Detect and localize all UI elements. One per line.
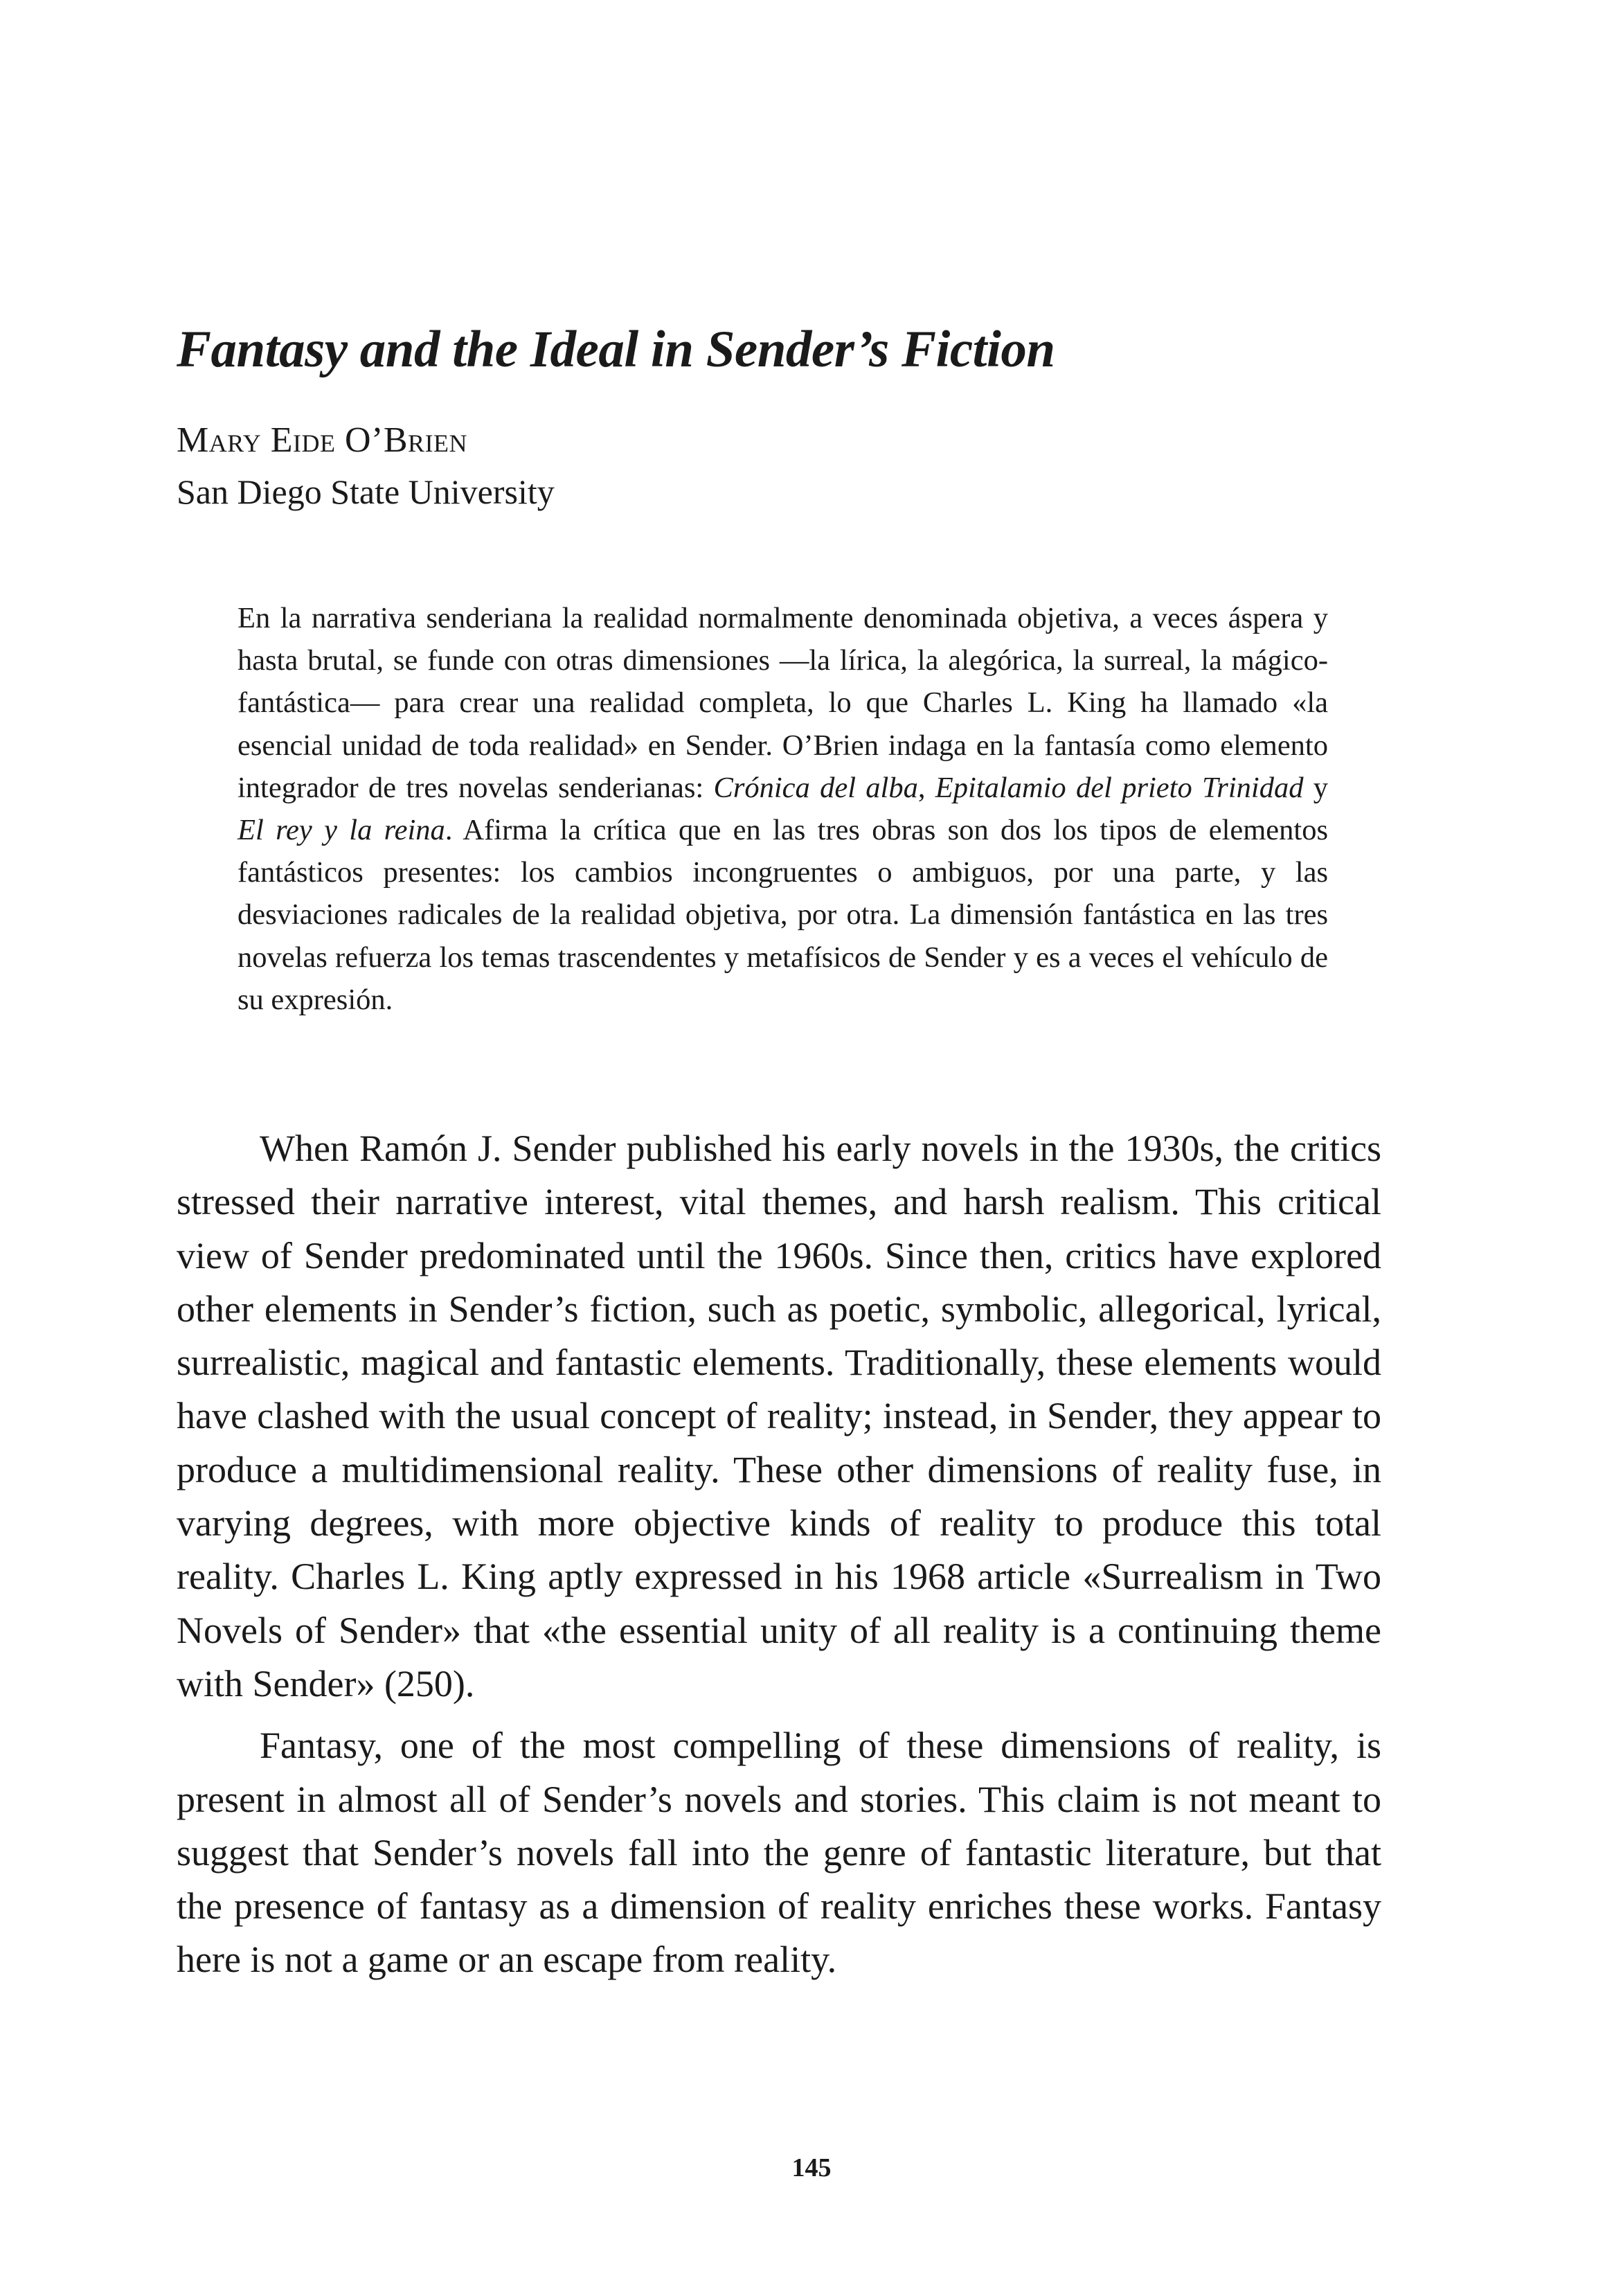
article-title: Fantasy and the Ideal in Sender’s Fiction <box>177 321 1055 378</box>
author-affiliation: San Diego State University <box>177 472 555 511</box>
body-text <box>177 1122 1381 1987</box>
abstract-text-after-titles: . Afirma la crítica que en las tres obras son dos los tipos de elementos fantásticos presentes: los cambios incongruentes o ambiguos, por una parte, y las desviaciones radicales de la realidad objetiva, por otra. La dimensión fantástica en las tres novelas refuerza los temas trascendentes y metafísicos de Sender y es a veces el vehículo de su expresión. <box>237 814 1329 1016</box>
abstract-separator-1: , <box>917 771 935 804</box>
abstract-novel-title-1: Crónica del alba <box>713 771 918 804</box>
abstract-novel-title-3: El rey y la reina <box>237 814 445 847</box>
abstract <box>237 597 1328 1021</box>
page-number: 145 <box>791 2153 832 2182</box>
abstract-separator-2: y <box>1303 771 1328 804</box>
abstract-text-before-titles: En la narrativa senderiana la realidad normalmente denominada objetiva, a veces áspera y hasta brutal, se funde con otras dimensiones —la lírica, la alegórica, la surreal, la mágico-fantástica— para crear una realidad completa, lo que Charles L. King ha llamado «la esencial unidad de toda realidad» en Sender. O’Brien indaga en la fantasía como elemento integrador de tres novelas senderianas: <box>237 602 1328 804</box>
body-paragraph-2: Fantasy, one of the most compelling of these dimensions of reality, is present in almost all of Sender’s novels and stories. This claim is not meant to suggest that Sender’s novels fall into the genre of fantastic literature, but that the presence of fantasy as a dimension of reality enriches these works. Fantasy here is not a game or an escape from reality. <box>177 1725 1381 1981</box>
body-paragraph-1: When Ramón J. Sender published his early novels in the 1930s, the critics stressed their narrative interest, vital themes, and harsh realism. This critical view of Sender predominated until the 1960s. Since then, critics have explored other elements in Sender’s fiction, such as poetic, symbolic, allegorical, lyrical, surrealistic, magical and fantastic elements. Traditionally, these elements would have clashed with the usual concept of reality; instead, in Sender, they appear to produce a multidimensional reality. These other dimensions of reality fuse, in varying degrees, with more objective kinds of reality to produce this total reality. Charles L. King aptly expressed in his 1968 article «Surrealism in Two Novels of Sender» that «the essential unity of all reality is a continuing theme with Sender» (250). <box>177 1128 1381 1705</box>
author-name: Mary Eide O’Brien <box>177 420 468 460</box>
abstract-novel-title-2: Epitalamio del prieto Trinidad <box>935 771 1304 804</box>
